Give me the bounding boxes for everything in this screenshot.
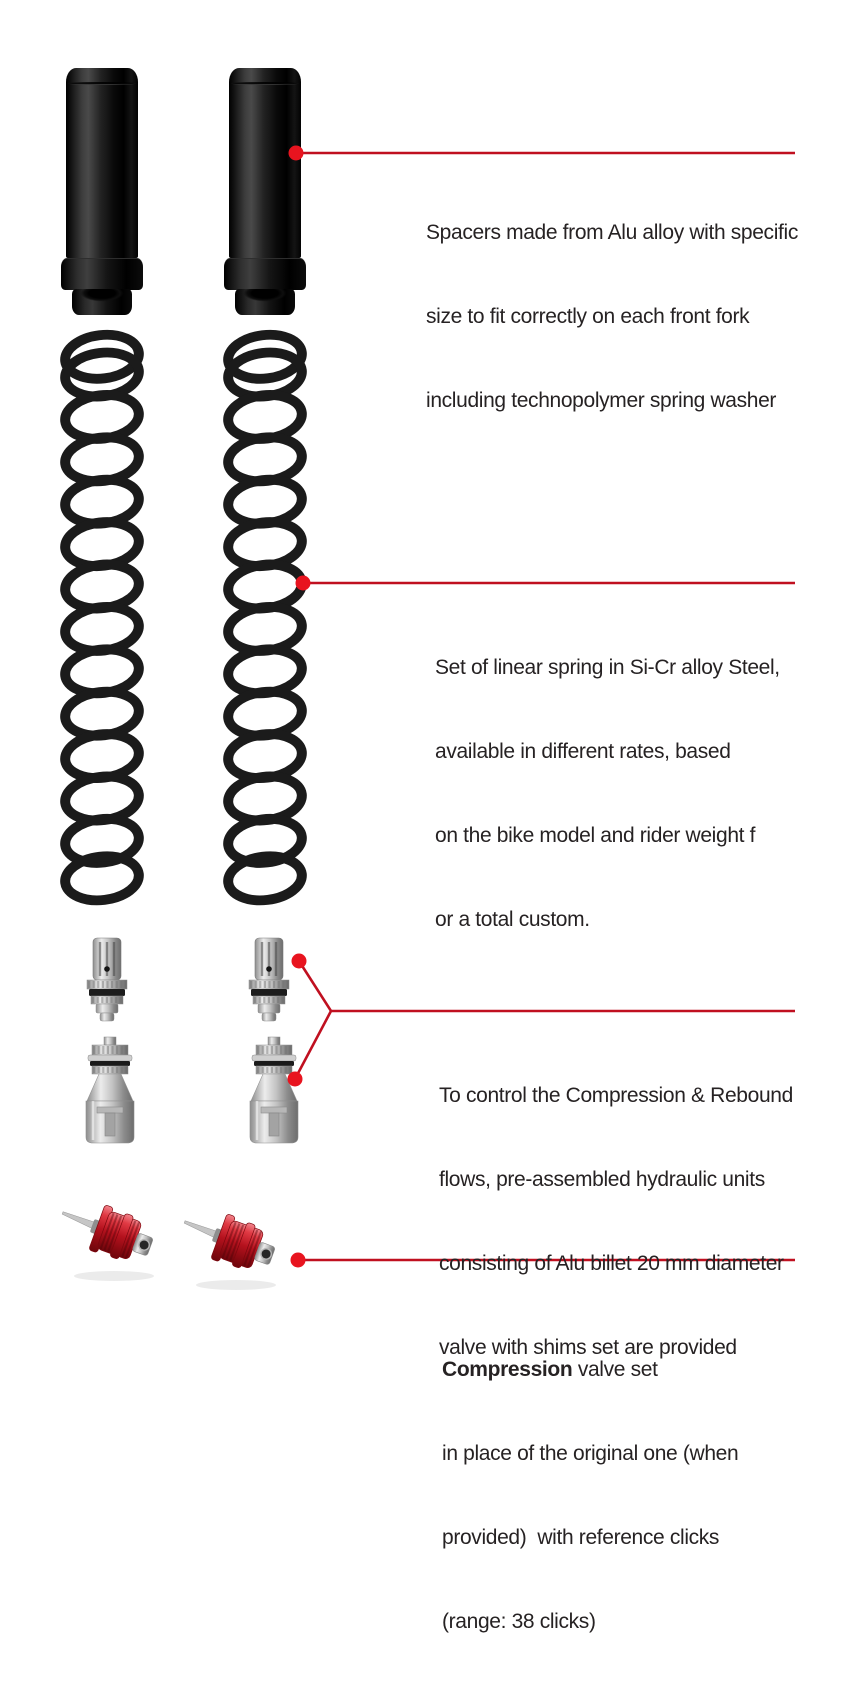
note-line [442, 1356, 738, 1384]
note-line: Set of linear spring in Si-Cr alloy Steel, [435, 656, 780, 679]
note-line: on the bike model and rider weight f [435, 824, 756, 847]
rebound-hydraulic-unit-right-image [242, 936, 296, 1026]
note-line: provided) with reference clicks [442, 1526, 720, 1549]
note-line: (range: 38 clicks) [442, 1610, 596, 1633]
spacer-groove [231, 82, 299, 85]
rebound-hydraulic-unit-left-image [80, 936, 134, 1026]
compression-hydraulic-unit-right-image [242, 1037, 306, 1147]
note-springs [435, 598, 780, 990]
note-line: flows, pre-assembled hydraulic units [439, 1168, 765, 1191]
spacer-collar [61, 258, 143, 290]
note-compression [442, 1300, 738, 1692]
compression-hydraulic-unit-left-image [78, 1037, 142, 1147]
spacer-washer [72, 289, 132, 315]
callout-dot-compression-valve [291, 1253, 306, 1268]
note-line: in place of the original one (when [442, 1442, 739, 1465]
note-line: or a total custom. [435, 908, 590, 931]
note-line: To control the Compression & Rebound [439, 1084, 793, 1107]
note-line: including technopolymer spring washer [426, 389, 777, 412]
note-line: available in different rates, based [435, 740, 731, 763]
spacer-collar [224, 258, 306, 290]
note-line-rest: valve set [572, 1358, 658, 1381]
spacer-groove [68, 82, 136, 85]
fork-spacer-right-image [227, 68, 303, 315]
spacer-washer [235, 289, 295, 315]
note-spacers [426, 163, 798, 471]
note-line: consisting of Alu billet 20 mm diameter [439, 1252, 784, 1275]
fork-spring-right-image [222, 341, 308, 903]
compression-valve-right-image [180, 1209, 285, 1294]
compression-valve-left-image [58, 1200, 163, 1285]
spacer-cylinder [66, 68, 138, 258]
note-line: valve with shims set are provided [439, 1336, 737, 1359]
spacer-cylinder [229, 68, 301, 258]
fork-spring-left-image [59, 341, 145, 903]
note-line: size to fit correctly on each front fork [426, 305, 750, 328]
note-line: Spacers made from Alu alloy with specific [426, 221, 798, 244]
note-bold-word: Compression [442, 1358, 573, 1381]
fork-spacer-left-image [64, 68, 140, 315]
